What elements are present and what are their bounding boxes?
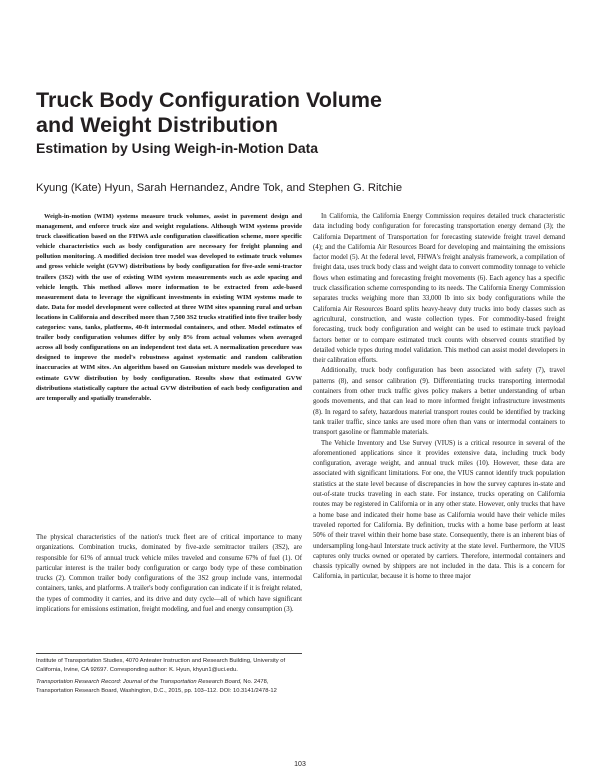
title-line-2: and Weight Distribution (36, 113, 279, 137)
right-paragraph-2: Additionally, truck body configuration has been associated with safety (7), travel patterns (8), and sensor calibration (9). Differentiating trucks transporting intermodal containers from other truck traffic gives policy makers a better understanding of urban goods movements, and that can lead to more informed freight infrastructure investments (8). In regard to safety, hazardous material transport routes could be identified by tracking tank trailer traffic, since tanks are used more often than vans or intermodal containers to transport gasoline or flammable materials. (313, 367, 565, 437)
footnote-journal: Transportation Research Record: Journal of the Transportation Research Board, (36, 679, 242, 686)
left-column-top (36, 212, 302, 404)
right-column (313, 212, 565, 583)
footnote-citation-block (36, 678, 302, 695)
paper-title (36, 88, 576, 138)
paper-subtitle: Estimation by Using Weigh-in-Motion Data (36, 140, 319, 156)
right-paragraph-3: The Vehicle Inventory and Use Survey (VIUS) is a critical resource in several of the aforementioned applications since it provides extensive data, including truck body configuration, average weight, and annual truck miles (10). However, these data are associated with significant limitations. For one, the VIUS cannot identify truck population statistics at the state level because of discrepancies in how the survey captures in-state and out-of-state trucks traveling in each state. For instance, trucks operating on California routes may be registered in California or in any other state. However, only trucks that have a home base and indicated their home base as California would have their vehicle miles traveled reported for California. By definition, trucks with a home base perform at least 50% of their travel within their home base state. Consequently, there is an inherent bias of undersampling long-haul Interstate truck activity at the state level. Furthermore, the VIUS captures only trucks owned or operated by carriers. Therefore, intermodal containers and chassis typically owned by shippers are not included in the data. This is a concern for California, in particular, because it is home to three major (313, 439, 565, 581)
footnote-divider (36, 653, 302, 654)
footnote-citation: No. 2478, Transportation Research Board, Washington, D.C., 2015, pp. 103–112. DOI: 10.3141/2478-12 (36, 679, 277, 694)
right-paragraph-1: In California, the California Energy Commission requires detailed truck characteristic data including body configuration for forecasting transportation energy demand (3); the California Department of Transportation for forecasting statewide freight travel demand (4); and the California Air Resources Board for developing and maintaining the emissions factor model (5). At the federal level, FHWA's freight analysis framework, a compilation of freight data, uses truck body class and weight data to convert commodity tonnage to vehicle flows when estimating and forecasting freight movements (6). Each agency has a specific truck classification scheme corresponding to its needs. The California Energy Commission separates trucks weighing more than 33,000 lb into six body configurations while the California Air Resources Board splits heavy-heavy duty trucks into body classes such as agricultural, construction, and waste collection types. For commodity-based freight forecasting, truck body configuration and weight can be used to estimate truck payload factors better or to compare estimated truck counts with observed counts stratified by detailed vehicle types during model validation. This method can assist model developers in their calibration efforts. (313, 213, 565, 365)
abstract: Weigh-in-motion (WIM) systems measure truck volumes, assist in pavement design and management, and enforce truck size and weight regulations. Although WIM systems provide truck classification based on the FHWA axle configuration classification scheme, more specific vehicle characteristics such as body configuration are necessary for freight planning and pollution monitoring. A modified decision tree model was developed to estimate truck volumes and gross vehicle weight (GVW) distributions by body configuration for five-axle semi-tractor trailers (3S2) with the use of existing WIM system measurements such as axle spacing and vehicle length. This method allows more information to be extracted from axle-based measurement data to leverage the significant investments in existing WIM systems made to date. Data for model development were collected at three WIM sites spanning rural and urban locations in California and described more than 7,500 3S2 trucks stratified into five trailer body categories: vans, tanks, platforms, 40-ft intermodal containers, and other. Model estimates of trailer body configuration volumes differ by only 8% from actual volumes when averaged across all body configurations on an independent test data set. A normalization procedure was designed to improve the model's robustness against systematic and random calibration inaccuracies at WIM sites. An algorithm based on Gaussian mixture models was developed to estimate GVW distribution by body configuration. Results show that estimated GVW distributions statistically capture the actual GVW distribution of each body configuration and are temporally and spatially transferable. (36, 213, 302, 402)
page-number: 103 (294, 761, 306, 768)
footnotes (36, 657, 302, 695)
author-list: Kyung (Kate) Hyun, Sarah Hernandez, Andre Tok, and Stephen G. Ritchie (36, 182, 403, 194)
footnote-affiliation: Institute of Transportation Studies, 4070 Anteater Instruction and Research Building, University of California, Irvine, CA 92697. Corresponding author: K. Hyun, khyun1@uci.edu. (36, 658, 286, 673)
title-line-1: Truck Body Configuration Volume (36, 88, 383, 112)
introduction-paragraph: The physical characteristics of the nation's truck fleet are of critical importance to many organizations. Combination trucks, dominated by five-axle semitractor trailers (3S2), are responsible for 61% of annual truck vehicle miles traveled and consume 67% of fuel (1). Of particular interest is the trailer body configuration or cargo body type of these combination trucks (2). Common trailer body configurations of the 3S2 group include vans, intermodal containers, tanks, and platforms. A trailer's body configuration can indicate if it is freight related, the types of commodity it carries, and its drive and duty cycle—all of which have significant implications for emissions estimation, freight modeling, and fuel and energy consumption (3). (36, 534, 302, 614)
left-column-body (36, 533, 302, 615)
